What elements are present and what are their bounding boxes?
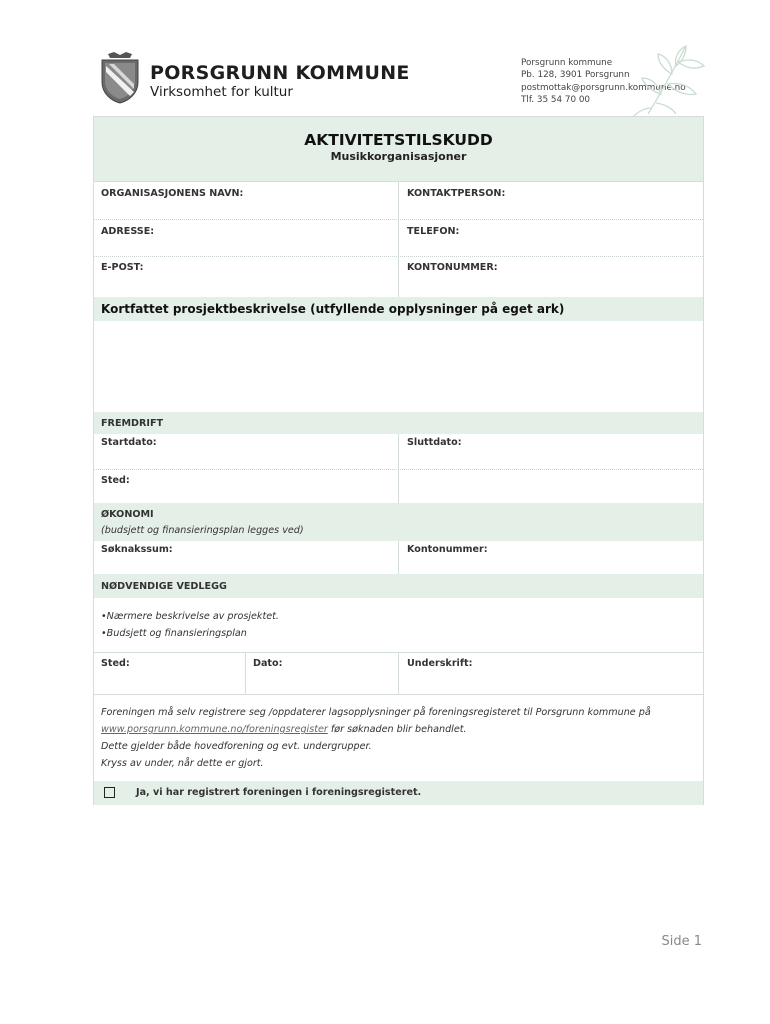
- economy-heading: ØKONOMI: [101, 509, 154, 520]
- economy-heading-band: [94, 503, 703, 541]
- economy-account-label: Kontonummer:: [407, 544, 488, 555]
- form-subtitle: Musikkorganisasjoner: [330, 150, 467, 163]
- progress-place-row: [94, 469, 703, 503]
- registry-link[interactable]: www.porsgrunn.kommune.no/foreningsregister: [101, 724, 328, 735]
- address-row: [94, 219, 703, 256]
- attachments-list: [94, 598, 703, 652]
- end-date-label: Sluttdato:: [407, 437, 462, 448]
- page-number: Side 1: [661, 934, 702, 949]
- org-name-label: ORGANISASJONENS NAVN:: [101, 188, 244, 199]
- attachment-item: •Nærmere beskrivelse av prosjektet.: [101, 611, 279, 622]
- attachment-item: •Budsjett og finansieringsplan: [101, 628, 247, 639]
- registry-checkbox-row[interactable]: [94, 781, 703, 805]
- municipal-crest-icon: [100, 52, 140, 104]
- contact-email: postmottak@porsgrunn.kommune.no: [521, 82, 686, 93]
- description-heading-band: [94, 297, 703, 321]
- phone-label: TELEFON:: [407, 226, 460, 237]
- form-title-band: [94, 117, 703, 181]
- leaf-branch-icon: [628, 40, 706, 116]
- progress-heading-band: [94, 412, 703, 434]
- economy-note: (budsjett og finansieringsplan legges ved): [101, 525, 304, 536]
- organization-name: PORSGRUNN KOMMUNE: [150, 62, 410, 84]
- account-label: KONTONUMMER:: [407, 262, 498, 273]
- registry-notice: [94, 694, 703, 781]
- description-area[interactable]: [94, 321, 703, 412]
- notice-line-2: [101, 724, 467, 735]
- signature-place-label: Sted:: [101, 658, 130, 669]
- attachments-heading: NØDVENDIGE VEDLEGG: [101, 581, 227, 592]
- economy-row: [94, 541, 703, 574]
- contact-name: Porsgrunn kommune: [521, 58, 613, 68]
- amount-label: Søknakssum:: [101, 544, 173, 555]
- registry-checkbox[interactable]: [104, 787, 115, 798]
- notice-line-1: Foreningen må selv registrere seg /oppdaterer lagsopplysninger på foreningsregisteret til Porsgrunn kommune på: [101, 707, 651, 718]
- attachments-heading-band: [94, 574, 703, 598]
- organization-unit: Virksomhet for kultur: [150, 84, 293, 100]
- progress-dates-row: [94, 434, 703, 469]
- description-heading: Kortfattet prosjektbeskrivelse (utfyllende opplysninger på eget ark): [101, 302, 565, 316]
- contact-person-label: KONTAKTPERSON:: [407, 188, 506, 199]
- form-title: AKTIVITETSTILSKUDD: [304, 131, 493, 149]
- notice-line-2-rest: før søknaden blir behandlet.: [327, 724, 467, 735]
- email-row: [94, 256, 703, 297]
- application-form: [93, 116, 704, 805]
- progress-heading: FREMDRIFT: [101, 418, 164, 429]
- start-date-label: Startdato:: [101, 437, 157, 448]
- signature-row: [94, 652, 703, 694]
- contact-phone: Tlf. 35 54 70 00: [521, 95, 591, 106]
- address-label: ADRESSE:: [101, 226, 155, 237]
- progress-place-label: Sted:: [101, 475, 130, 486]
- signature-label: Underskrift:: [407, 658, 473, 669]
- contact-address: Pb. 128, 3901 Porsgrunn: [521, 70, 630, 81]
- notice-line-3: Dette gjelder både hovedforening og evt. undergrupper.: [101, 741, 372, 752]
- signature-date-label: Dato:: [253, 658, 283, 669]
- org-row: [94, 181, 703, 219]
- email-label: E-POST:: [101, 262, 144, 273]
- notice-line-4: Kryss av under, når dette er gjort.: [101, 758, 264, 769]
- registry-checkbox-label: Ja, vi har registrert foreningen i foreningsregisteret.: [136, 787, 422, 798]
